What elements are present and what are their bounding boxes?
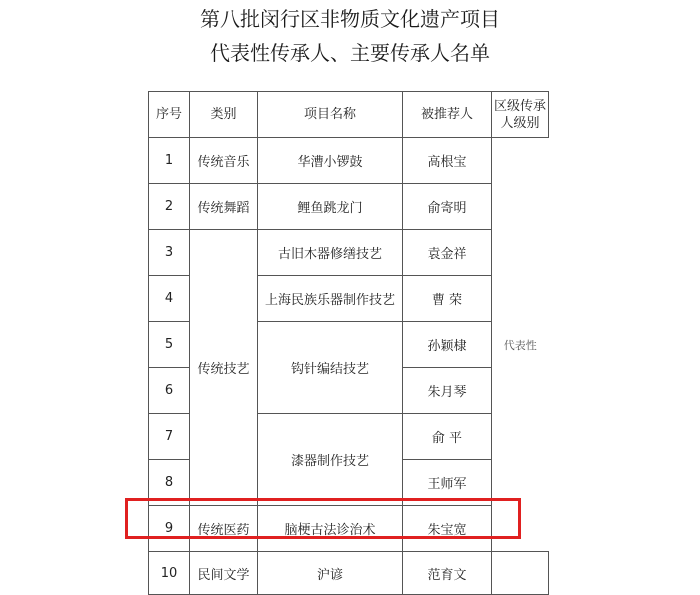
row-nominee: 孙颖棣 <box>403 322 492 368</box>
row-project: 沪谚 <box>258 552 403 595</box>
row-nominee: 朱月琴 <box>403 368 492 414</box>
level-cell-empty <box>492 552 549 595</box>
row-project: 漆器制作技艺 <box>258 414 403 506</box>
header-nominee: 被推荐人 <box>403 92 492 138</box>
row-category: 民间文学 <box>190 552 258 595</box>
row-nominee: 俞寄明 <box>403 184 492 230</box>
row-project: 上海民族乐器制作技艺 <box>258 276 403 322</box>
row-nominee: 范育文 <box>403 552 492 595</box>
row-project: 华漕小锣鼓 <box>258 138 403 184</box>
row-number: 9 <box>149 506 190 552</box>
header-project: 项目名称 <box>258 92 403 138</box>
row-project: 古旧木器修缮技艺 <box>258 230 403 276</box>
row-nominee: 王师军 <box>403 460 492 506</box>
header-number: 序号 <box>149 92 190 138</box>
table-row <box>149 138 549 184</box>
heritage-table <box>148 91 549 595</box>
table-row <box>149 552 549 595</box>
row-number: 3 <box>149 230 190 276</box>
row-nominee: 朱宝宽 <box>403 506 492 552</box>
row-nominee: 袁金祥 <box>403 230 492 276</box>
level-value: 代表性 <box>503 338 537 352</box>
row-nominee: 曹 荣 <box>403 276 492 322</box>
level-cell <box>492 138 549 552</box>
row-number: 6 <box>149 368 190 414</box>
document-title-line1: 第八批闵行区非物质文化遗产项目 <box>200 7 500 31</box>
row-category: 传统技艺 <box>190 230 258 506</box>
row-project: 鲤鱼跳龙门 <box>258 184 403 230</box>
table-row <box>149 230 549 276</box>
row-number: 2 <box>149 184 190 230</box>
row-number: 5 <box>149 322 190 368</box>
row-category: 传统音乐 <box>190 138 258 184</box>
table-row <box>149 506 549 552</box>
row-number: 7 <box>149 414 190 460</box>
row-category: 传统医药 <box>190 506 258 552</box>
header-level: 区级传承人级别 <box>492 92 549 138</box>
row-number: 10 <box>149 552 190 595</box>
header-category: 类别 <box>190 92 258 138</box>
row-category: 传统舞蹈 <box>190 184 258 230</box>
row-project: 脑梗古法诊治术 <box>258 506 403 552</box>
row-nominee: 俞 平 <box>403 414 492 460</box>
row-nominee: 高根宝 <box>403 138 492 184</box>
table-header-row <box>149 92 549 138</box>
row-number: 4 <box>149 276 190 322</box>
document-title-line2: 代表性传承人、主要传承人名单 <box>210 41 490 65</box>
table-row <box>149 184 549 230</box>
row-number: 1 <box>149 138 190 184</box>
row-project: 钩针编结技艺 <box>258 322 403 414</box>
row-number: 8 <box>149 460 190 506</box>
